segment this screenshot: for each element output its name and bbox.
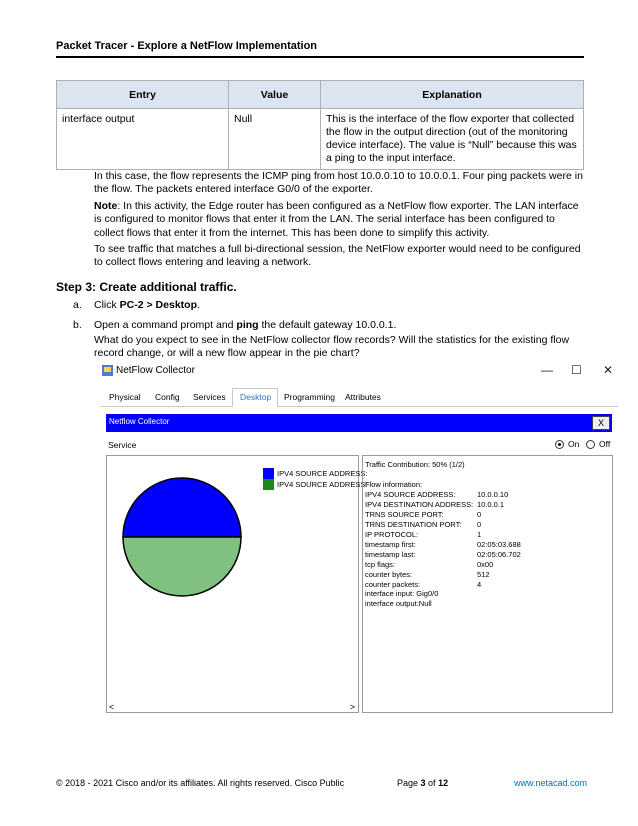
document-title: Packet Tracer - Explore a NetFlow Implementation [56,40,318,52]
service-label: Service [108,440,137,450]
note-text: : In this activity, the Edge router has been configured as a NetFlow flow exporter. The LAN interface is configured to monitor flows that enter it from the LAN. The serial interface has been configured to collect flows that enter it from the internet. This has been done to simplify this activity. [94,200,579,239]
scroll-right-arrow[interactable]: > [349,702,355,712]
entry-table [56,80,584,170]
flow-field-label: tcp flags: [365,560,396,569]
paragraph-bidirectional: To see traffic that matches a full bi-directional session, the NetFlow exporter would need to be configured to collect flows entering and leaving a network. [94,243,581,269]
flow-field-label: IPV4 SOURCE ADDRESS: [365,490,456,499]
question-b: What do you expect to see in the NetFlow collector flow records? Will the statistics for the existing flow record change, or will a new flow appear in the pie chart? [94,334,570,360]
interface-input: interface input: Gig0/0 [365,589,439,598]
step-heading: Step 3: Create additional traffic. [56,280,237,294]
flow-field-value: 02:05:06.702 [477,550,521,559]
flow-field-value: 0 [477,520,482,529]
footer-copyright: © 2018 - 2021 Cisco and/or its affiliates. All rights reserved. Cisco Public [56,778,345,788]
col-header-entry: Entry [57,81,229,109]
pie-slice-top [123,478,241,537]
legend-swatch-green [263,479,274,490]
flow-field-value: 02:05:03.688 [477,540,521,549]
tab-physical[interactable]: Physical [109,392,141,402]
pie-legend [263,468,368,492]
flow-field-label: TRNS DESTINATION PORT: [365,520,462,529]
list-letter-b: b. [73,319,82,331]
flow-field-label: TRNS SOURCE PORT: [365,510,444,519]
flow-field-label: counter bytes: [365,570,413,579]
pie-slice-bottom [123,537,241,596]
legend-label: IPV4 SOURCE ADDRESS: [277,469,368,478]
tab-attributes[interactable]: Attributes [345,392,381,402]
flow-info-heading: Flow information: [365,480,423,489]
footer-page-number [397,778,448,788]
flow-field-label: IP PROTOCOL: [365,530,419,539]
paragraph-note [94,200,586,240]
paragraph-flow: In this case, the flow represents the ICMP ping from host 10.0.0.10 to 10.0.0.1. Four ping packets were in the flow. The packets entered interface G0/0 of the exporter. [94,170,583,196]
window-title: NetFlow Collector [116,365,195,376]
service-on-radio[interactable] [555,440,564,449]
flow-field-label: timestamp first: [365,540,416,549]
header-rule [56,56,584,58]
page-label: Page [397,778,421,788]
flow-field-value: 0 [477,510,482,519]
interface-output: interface output:Null [365,599,432,608]
flow-field-label: timestamp last: [365,550,416,559]
traffic-pie-chart [107,462,257,612]
flow-field-label: IPV4 DESTINATION ADDRESS: [365,500,474,509]
instruction-a-post: . [197,299,200,311]
flow-field-label: counter packets: [365,580,421,589]
list-letter-a: a. [73,299,82,311]
traffic-contribution: Traffic Contribution: 50% (1/2) [365,460,465,469]
cell-explanation: This is the interface of the flow exporter that collected the flow in the output direction (out of the monitoring device interface). The value is “Null” because this was a ping to the input interface. [321,109,584,170]
flow-info-pane [362,455,613,713]
flow-field-value: 4 [477,580,482,589]
app-icon [102,365,113,376]
scroll-left-arrow[interactable]: < [109,702,115,712]
col-header-explanation: Explanation [321,81,584,109]
legend-swatch-blue [263,468,274,479]
instruction-b-bold: ping [236,319,259,331]
instruction-b-pre: Open a command prompt and [94,319,237,331]
collector-panel-bar [106,414,612,432]
maximize-button[interactable]: ☐ [571,363,582,377]
tab-services[interactable]: Services [193,392,226,402]
horizontal-scrollbar[interactable] [107,702,358,712]
service-off-label: Off [599,439,611,449]
close-button[interactable]: ✕ [603,363,614,377]
tab-desktop[interactable]: Desktop [240,392,272,402]
instruction-b-post: the default gateway 10.0.0.1. [258,319,397,331]
chart-pane [106,455,368,713]
flow-field-value: 10.0.0.10 [477,490,509,499]
legend-label: IPV4 SOURCE ADDRESS: [277,480,368,489]
flow-field-value: 0x00 [477,560,494,569]
tab-bar [100,388,618,407]
cell-value: Null [229,109,321,170]
note-label: Note [94,200,118,212]
service-on-label: On [568,439,580,449]
minimize-button[interactable]: — [541,363,553,377]
panel-close-button[interactable]: X [592,416,610,430]
flow-field-value: 512 [477,570,490,579]
page-current: 3 [420,778,426,788]
flow-field-value: 1 [477,530,482,539]
col-header-value: Value [229,81,321,109]
netflow-collector-window [94,360,624,714]
footer-website-link[interactable]: www.netacad.com [514,778,588,788]
instruction-a-pre: Click [94,299,120,311]
cell-entry: interface output [57,109,229,170]
table-header-row [57,81,584,109]
page-of: of [425,778,439,788]
table-row [57,109,584,170]
tab-programming[interactable]: Programming [284,392,336,402]
instruction-a-bold: PC-2 > Desktop [119,299,197,311]
instruction-b [94,319,586,332]
flow-field-value: 10.0.0.1 [477,500,505,509]
panel-title: Netflow Collector [109,417,170,426]
service-off-radio[interactable] [586,440,595,449]
tab-config[interactable]: Config [155,392,180,402]
page-total: 12 [438,778,449,788]
instruction-a [94,299,586,312]
